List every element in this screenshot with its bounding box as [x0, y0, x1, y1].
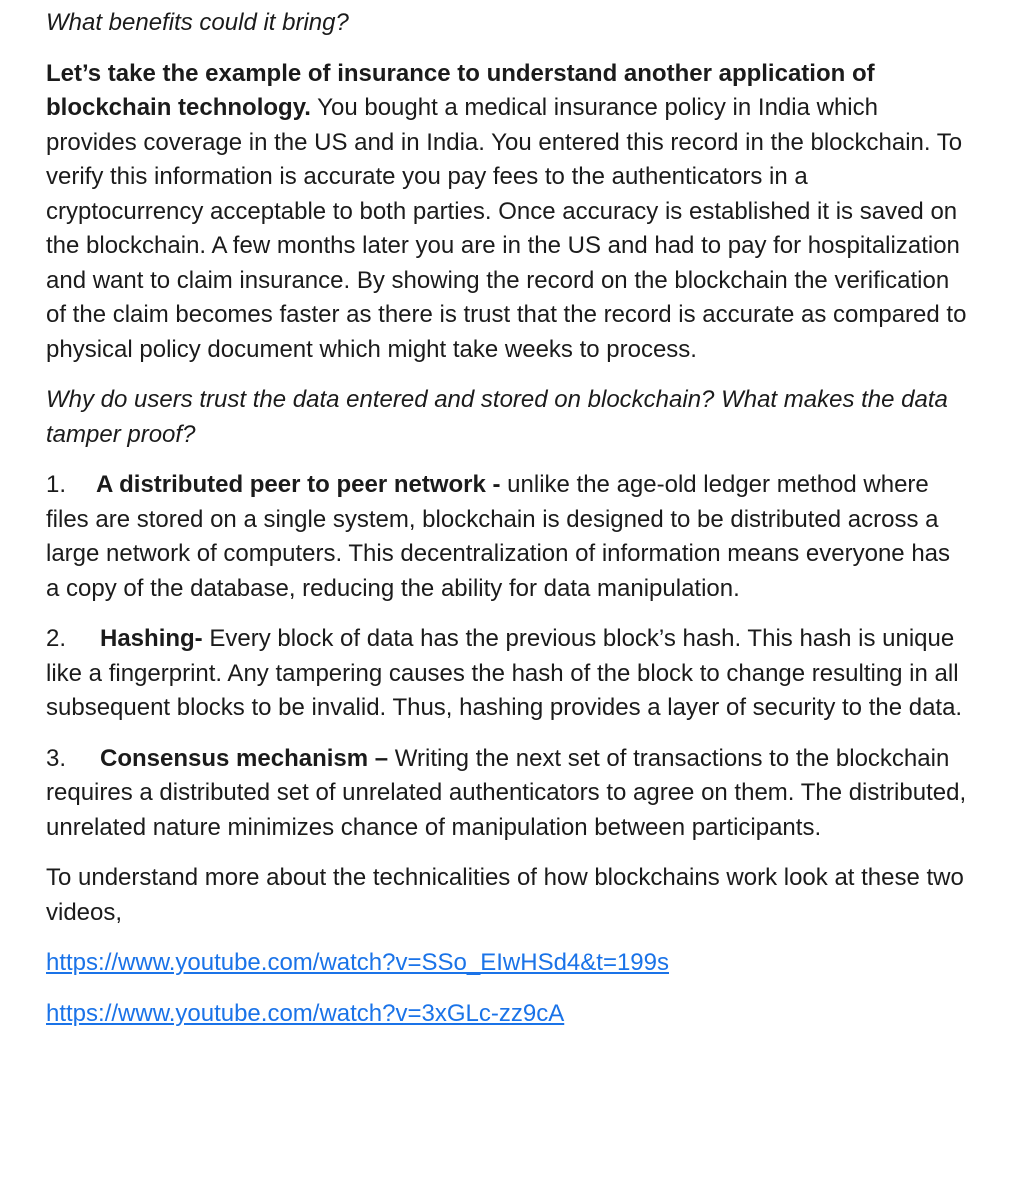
list-item-consensus	[46, 742, 970, 846]
video-link-row-2	[46, 997, 970, 1032]
list-item-text: Writing the next set of transactions to the blockchain requires a distributed set of unrelated authenticators to agree on them. The distributed, unrelated nature minimizes chance of manipulation between participants.	[46, 744, 967, 841]
question-benefits: What benefits could it bring?	[46, 9, 349, 36]
list-item-title: Consensus mechanism –	[100, 744, 389, 772]
video-link-2[interactable]: https://www.youtube.com/watch?v=3xGLc-zz9cA	[46, 999, 565, 1027]
list-item-hashing	[46, 622, 970, 726]
question-trust: Why do users trust the data entered and stored on blockchain? What makes the data tamper proof?	[46, 386, 948, 448]
insurance-lead: Let’s take the example of insurance to understand another application of blockchain technology.	[46, 59, 875, 121]
list-number: 3.	[46, 744, 67, 772]
video-link-1[interactable]: https://www.youtube.com/watch?v=SSo_EIwHSd4&t=199s	[46, 949, 670, 976]
list-number: 2.	[46, 625, 67, 652]
list-item-text: Every block of data has the previous block’s hash. This hash is unique like a fingerprint. Any tampering causes the hash of the block to change resulting in all subsequent blocks to be invalid. Thus, hashing provides a layer of security to the data.	[46, 625, 963, 721]
video-link-row-1	[46, 946, 970, 981]
list-number: 1.	[46, 471, 67, 498]
list-item-distributed-network	[46, 468, 970, 606]
list-item-title: A distributed peer to peer network -	[96, 471, 501, 498]
insurance-body: You bought a medical insurance policy in India which provides coverage in the US and in India. You entered this record in the blockchain. To verify this information is accurate you pay fees to the authenticators in a cryptocurrency acceptable to both parties. Once accuracy is established it is saved on the blockchain. A few months later you are in the US and had to pay for hospitalization and want to claim insurance. By showing the record on the blockchain the verification of the claim becomes faster as there is trust that the record is accurate as compared to physical policy document which might take weeks to process.	[46, 94, 967, 363]
list-item-title: Hashing-	[100, 625, 203, 652]
insurance-paragraph	[46, 57, 970, 368]
list-item-text: unlike the age-old ledger method where files are stored on a single system, blockchain is designed to be distributed across a large network of computers. This decentralization of information means everyone has a copy of the database, reducing the ability for data manipulation.	[46, 471, 951, 602]
videos-intro: To understand more about the technicalities of how blockchains work look at these two videos,	[46, 864, 964, 926]
